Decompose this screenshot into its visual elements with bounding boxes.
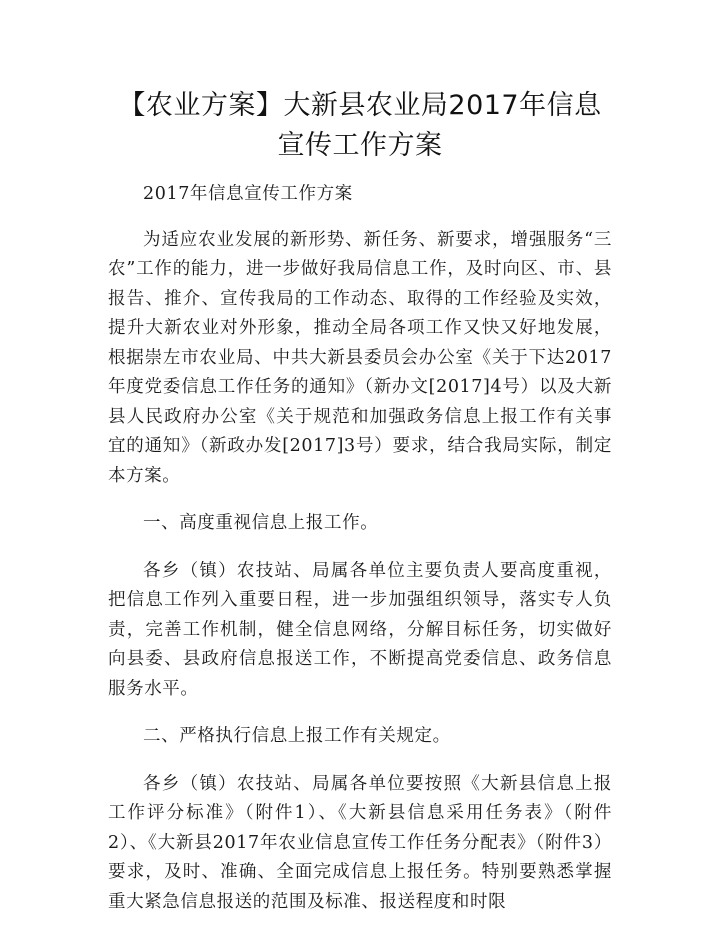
paragraph-section-1: 各乡（镇）农技站、局属各单位主要负责人要高度重视，把信息工作列入重要日程，进一步加强组织领导，落实专人负责，完善工作机制，健全信息网络，分解目标任务，切实做好向县委、县政府信息报送工作，不断提高党委信息、政务信息服务水平。 xyxy=(108,560,612,699)
document-title: 【农业方案】大新县农业局2017年信息宣传工作方案 xyxy=(118,90,602,161)
section-heading-2: 二、严格执行信息上报工作有关规定。 xyxy=(143,726,451,746)
section-heading-1: 一、高度重视信息上报工作。 xyxy=(143,513,379,533)
paragraph-section-2: 各乡（镇）农技站、局属各单位要按照《大新县信息上报工作评分标准》（附件1）、《大新县信息采用任务表》（附件2）、《大新县2017年农业信息宣传工作任务分配表》（附件3）要求，及时、准确、全面完成信息上报任务。特别要熟悉掌握重大紧急信息报送的范围及标准、报送程度和时限 xyxy=(108,773,612,912)
paragraph-intro: 为适应农业发展的新形势、新任务、新要求，增强服务“三农”工作的能力，进一步做好我局信息工作，及时向区、市、县报告、推介、宣传我局的工作动态、取得的工作经验及实效，提升大新农业对外形象，推动全局各项工作又快又好地发展，根据崇左市农业局、中共大新县委员会办公室《关于下达2017年度党委信息工作任务的通知》（新办文[2017]4号）以及大新县人民政府办公室《关于规范和加强政务信息上报工作有关事宜的通知》（新政办发[2017]3号）要求，结合我局实际，制定本方案。 xyxy=(108,229,612,486)
document-subtitle: 2017年信息宣传工作方案 xyxy=(143,184,353,204)
